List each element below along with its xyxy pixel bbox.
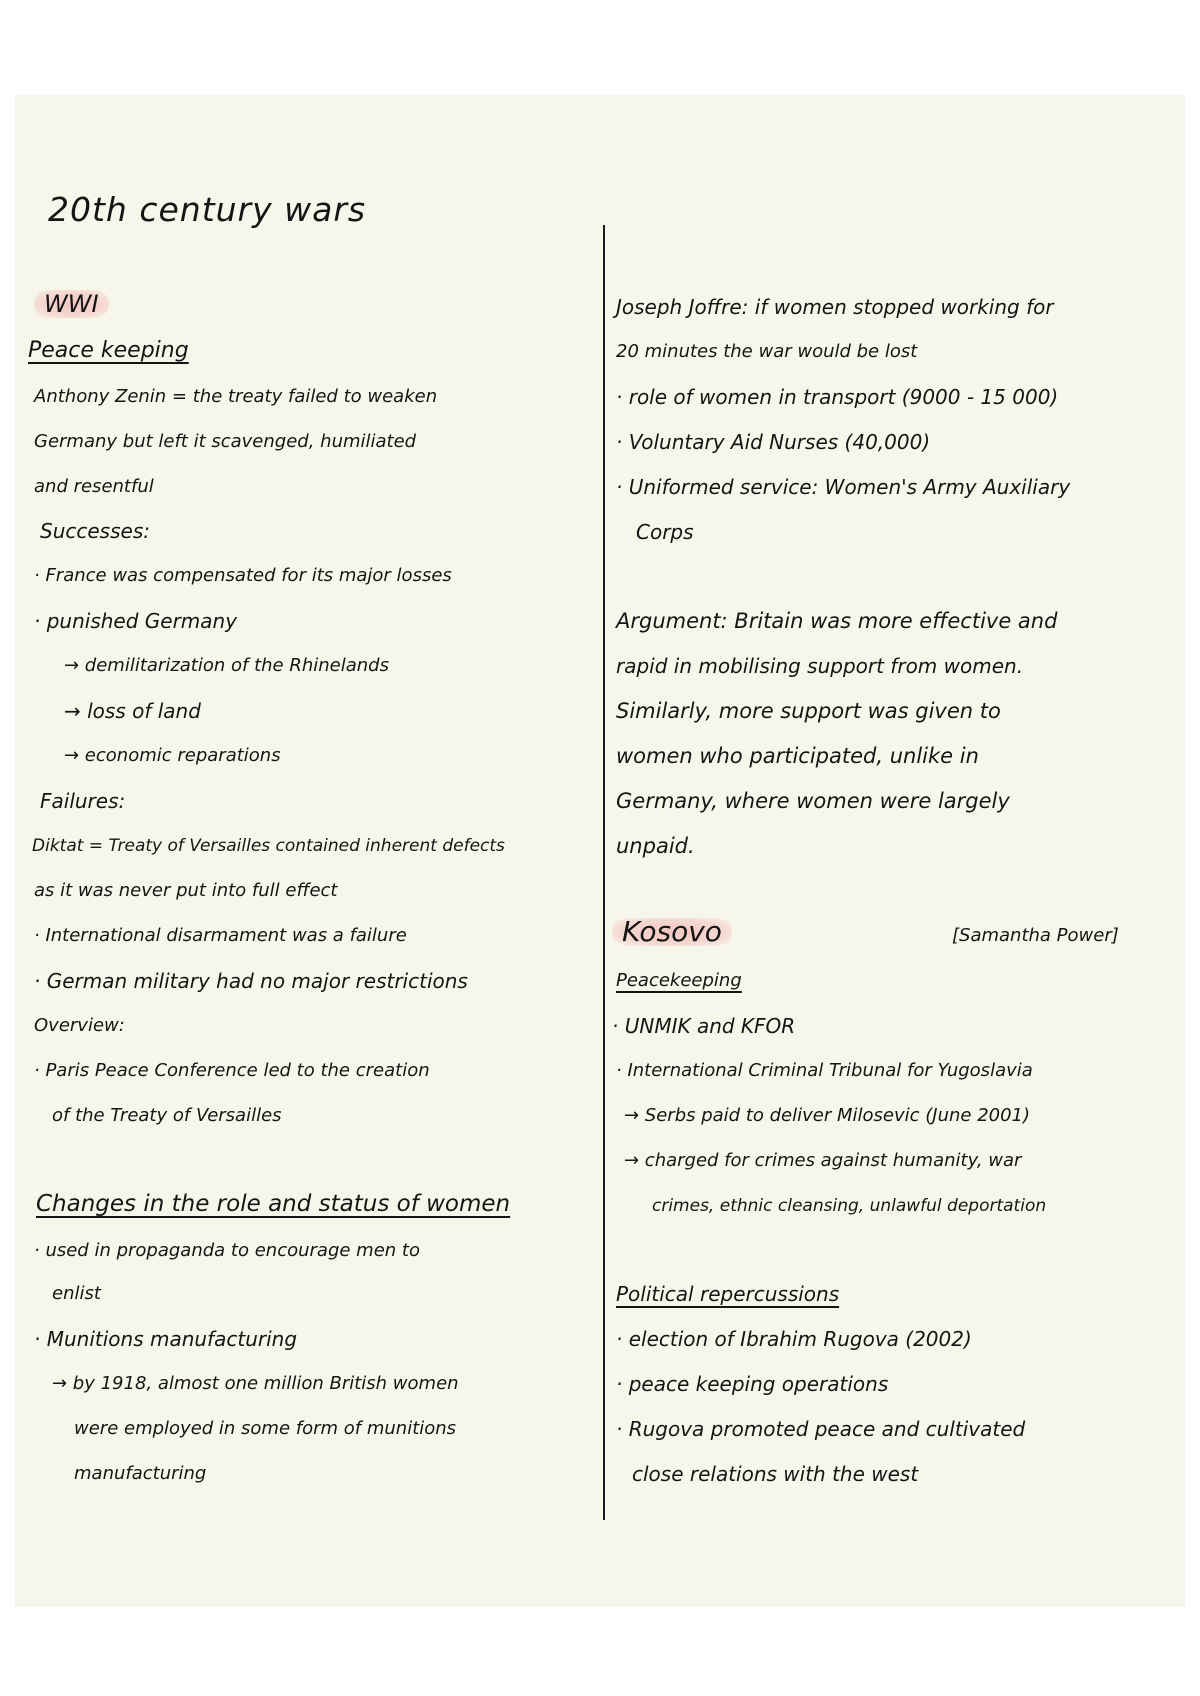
success-subitem: → loss of land xyxy=(64,699,201,723)
argument-line: Similarly, more support was given to xyxy=(616,699,1001,723)
failures-label: Failures: xyxy=(40,789,126,813)
women-heading: Changes in the role and status of women xyxy=(36,1191,511,1217)
argument-line: unpaid. xyxy=(616,834,695,858)
kosovo-subitem: → Serbs paid to deliver Milosevic (June 2001) xyxy=(624,1105,1031,1126)
success-subitem: → demilitarization of the Rhinelands xyxy=(64,655,389,676)
diktat-line-1: Diktat = Treaty of Versailles contained inherent defects xyxy=(32,836,505,856)
women-item: · Munitions manufacturing xyxy=(34,1327,298,1351)
kosovo-subitem: crimes, ethnic cleansing, unlawful deportation xyxy=(652,1196,1047,1216)
women-role-item: · Uniformed service: Women's Army Auxiliary xyxy=(616,475,1071,499)
overview-label: Overview: xyxy=(34,1015,125,1036)
political-item: close relations with the west xyxy=(632,1462,919,1486)
women-item: · used in propaganda to encourage men to xyxy=(34,1240,420,1261)
women-subitem: were employed in some form of munitions xyxy=(74,1418,457,1439)
political-item: · Rugova promoted peace and cultivated xyxy=(616,1417,1026,1441)
argument-line: Argument: Britain was more effective and xyxy=(616,609,1058,633)
women-role-item: · Voluntary Aid Nurses (40,000) xyxy=(616,430,931,454)
kosovo-item: · UNMIK and KFOR xyxy=(612,1014,796,1038)
argument-line: rapid in mobilising support from women. xyxy=(616,654,1024,678)
zenin-line-2: Germany but left it scavenged, humiliated xyxy=(34,431,417,452)
argument-line: Germany, where women were largely xyxy=(616,789,1010,813)
overview-item: of the Treaty of Versailles xyxy=(52,1105,282,1126)
kosovo-source: [Samantha Power] xyxy=(952,925,1119,946)
women-subitem: → by 1918, almost one million British women xyxy=(52,1373,459,1394)
zenin-line-1: Anthony Zenin = the treaty failed to weaken xyxy=(34,386,438,407)
success-item: · France was compensated for its major losses xyxy=(34,565,452,586)
successes-label: Successes: xyxy=(40,519,150,543)
kosovo-heading: Kosovo xyxy=(612,918,732,946)
peacekeeping-heading: Peace keeping xyxy=(28,338,189,363)
political-item: · peace keeping operations xyxy=(616,1372,889,1396)
column-divider xyxy=(603,225,605,1520)
page-title: 20th century wars xyxy=(48,190,367,229)
women-subitem: manufacturing xyxy=(74,1463,207,1484)
women-role-item: · role of women in transport (9000 - 15 000) xyxy=(616,385,1059,409)
political-item: · election of Ibrahim Rugova (2002) xyxy=(616,1327,972,1351)
diktat-line-2: as it was never put into full effect xyxy=(34,880,338,901)
women-item: enlist xyxy=(52,1283,101,1304)
political-heading: Political repercussions xyxy=(616,1282,840,1306)
success-item: · punished Germany xyxy=(34,609,238,633)
joffre-line-1: Joseph Joffre: if women stopped working for xyxy=(616,295,1054,319)
ww1-heading: WWI xyxy=(34,290,109,318)
kosovo-item: · International Criminal Tribunal for Yugoslavia xyxy=(616,1060,1033,1081)
success-subitem: → economic reparations xyxy=(64,745,281,766)
zenin-line-3: and resentful xyxy=(34,476,154,497)
kosovo-subitem: → charged for crimes against humanity, war xyxy=(624,1150,1022,1171)
women-role-item: Corps xyxy=(636,520,694,544)
failure-item: · German military had no major restrictions xyxy=(34,969,468,993)
overview-item: · Paris Peace Conference led to the creation xyxy=(34,1060,430,1081)
argument-line: women who participated, unlike in xyxy=(616,744,979,768)
kosovo-peacekeeping-heading: Peacekeeping xyxy=(616,970,742,991)
failure-item: · International disarmament was a failure xyxy=(34,925,407,946)
joffre-line-2: 20 minutes the war would be lost xyxy=(616,341,918,362)
